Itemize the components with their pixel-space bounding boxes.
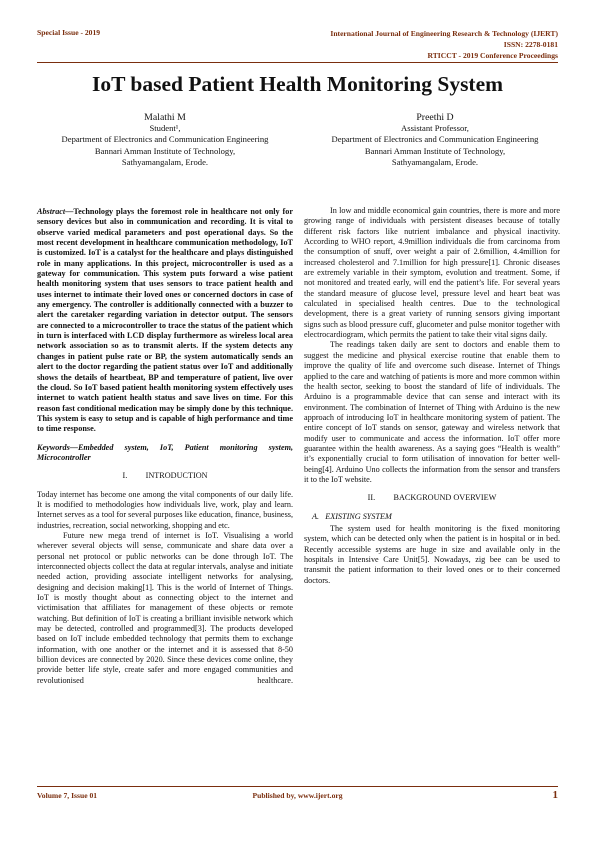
author-dept: Department of Electronics and Communication Engineering — [61, 134, 269, 145]
paragraph: Today internet has become one among the vital components of our daily life. It is modified to methodologies how individuals live, work, play and learn. Internet serves as a tool for several purposes like education, finance, business, industries, recreation, social networking, shopping and etc. — [37, 489, 293, 530]
journal-name: International Journal of Engineering Research & Technology (IJERT) — [330, 29, 558, 38]
author-name: Preethi D — [416, 112, 454, 123]
paragraph: The system used for health monitoring is the fixed monitoring system, which can be detected only when the patient is in hospital or in bed. Recently accessible systems are huge in size and available only in the hospitals in Intensive Care Unit[5]. Nowadays, zig bee can be used to transmit the patient information to their loved ones or to their concerned doctors. — [304, 523, 560, 585]
footer-divider — [37, 786, 558, 787]
abstract — [37, 207, 293, 435]
keywords: Keywords—Embedded system, IoT, Patient monitoring system, Microcontroller — [37, 442, 293, 462]
paragraph: In low and middle economical gain countries, there is more and more growing range of individuals with persistent diseases because of totally different risk factors like nutrient imbalance and physical inactivity. According to WHO report, 4.9million individuals die from carcinoma from the consumption of snuff, over weight a pair of 2.6million, 4.4million for increased cholesterol and 7.1million for high pressure[1]. Chronic diseases are extremely variable in their symptom, evolution and treatment. Some, if not monitored and treated early, will end the patient’s life. For several years the standard measure of glucose level, pressure level and heart beat was calculated in specialised health centres. Due to the technological development, there is a great variety of running sensors giving important signs such as blood pressure cuff, glucometer and pulse monitor together with electrocardiogram, which permits the patient to take their vital signs daily. — [304, 206, 560, 340]
author-name: Malathi M — [144, 112, 186, 123]
header-left: Special Issue - 2019 — [37, 28, 101, 37]
header-divider — [37, 62, 558, 63]
author-inst: Bannari Amman Institute of Technology, — [94, 145, 236, 156]
author-place: Sathyamangalam, Erode. — [121, 156, 209, 167]
abstract-text: Technology plays the foremost role in healthcare not only for sensory devices but also in communication and recording. It is vital to observe varied medical parameters and post operational days. So the most recent development in healthcare communication methodology, IoT is customized. IoT is a catalyst for the healthcare and plays distinguished role in many applications. In this project, microcontroller is used as a gateway for communication. This system puts forward a wise patient health monitoring system that uses sensors to trace patient health and uses internet to intimate their loved ones or concerned doctors in case of any emergency. The controller is additionally connected with a buzzer to alert the caretaker regarding variation in detector output. The sensors are connected to a microcontroller to trace the status of the patient which in turn is interfaced with LCD display furthermore as wireless local area network association so as to transmit alerts. If the system detects any changes in patient pulse rate or BP, the system automatically sends an alert to the doctor regarding the patient status over IoT and additionally shows the details of heartbeat, BP and temperature of patient, live over the cloud. So IoT based patient health monitoring system effectively uses internet to watch patient health status and save lives on time. For this reason fast conditional medication may be simply done by this technique. This system is easy to setup and is capable of high performance and time to time response. — [37, 207, 293, 434]
page-number: 1 — [552, 789, 558, 801]
author-block-2 — [300, 112, 570, 168]
author-dept: Department of Electronics and Communication Engineering — [331, 134, 539, 145]
author-block-1 — [30, 112, 300, 168]
abstract-label: Abstract— — [37, 207, 74, 216]
section-heading-background: II. BACKGROUND OVERVIEW — [367, 493, 497, 503]
author-role: Student¹, — [149, 123, 181, 134]
issn: ISSN: 2278-0181 — [503, 40, 558, 49]
author-role: Assistant Professor, — [401, 123, 469, 134]
conference-name: RTICCT - 2019 Conference Proceedings — [427, 51, 558, 60]
footer-publisher: Published by, www.ijert.org — [252, 791, 343, 800]
section-heading-introduction: I. INTRODUCTION — [122, 471, 208, 481]
left-column — [37, 207, 293, 686]
paper-title: IoT based Patient Health Monitoring System — [91, 72, 504, 96]
right-column — [304, 206, 560, 586]
paragraph: The readings taken daily are sent to doctors and enable them to suggest the medicine and physical exercise routine that enable them to improve the quality of life and overcome such disease. Internet of Things applied to the care and watching of patients is more and more common within the health sector, seeking to boost the standard of life of individuals. The Arduino is a programmable device that can sense and interact with its environment. The combination of Internet of Thing with Arduino is the new approach of introducing IoT in healthcare monitoring system of patient. The entire concept of IoT stands on sensor, gateway and wireless network that modify user to communicate and access the information. IoT offer more guarantee within the health awareness. As a saying goes “Health is wealth” it’s exponentially crucial to form utilisation of innovation for better well-being[4]. Arduino Uno collects the information from the sensor and transfers it to the IoT website. — [304, 340, 560, 484]
subsection-heading-existing-system: A. EXISTING SYSTEM — [312, 511, 392, 521]
footer-volume: Volume 7, Issue 01 — [37, 791, 98, 800]
author-inst: Bannari Amman Institute of Technology, — [364, 145, 506, 156]
header-right — [330, 28, 558, 61]
author-place: Sathyamangalam, Erode. — [391, 156, 479, 167]
paragraph: Future new mega trend of internet is IoT. Visualising a world wherever several objects will sense, communicate and share data over a personal net protocol or public networks can be done through IoT. The interconnected objects collect the data at regular intervals, analyse and initiate needed action, providing associate intelligent networks for analysing, designing and decision making[1]. This is the world of Internet of Things. IoT is mostly thought about as connecting object to the internet and victimisation that affiliates for management of these objects or remote watching. But definition of IoT is creating a brilliant invisible network which may be detected, controlled and programmed[3]. The products developed based on IoT include embedded technology that permits them to exchange information, with one another or the internet and it is assessed that 8-50 billion devices are connected by 2020. Since these devices come online, they provide better life style, create safer and more engaged communities and revolutionised healthcare. — [37, 530, 293, 685]
